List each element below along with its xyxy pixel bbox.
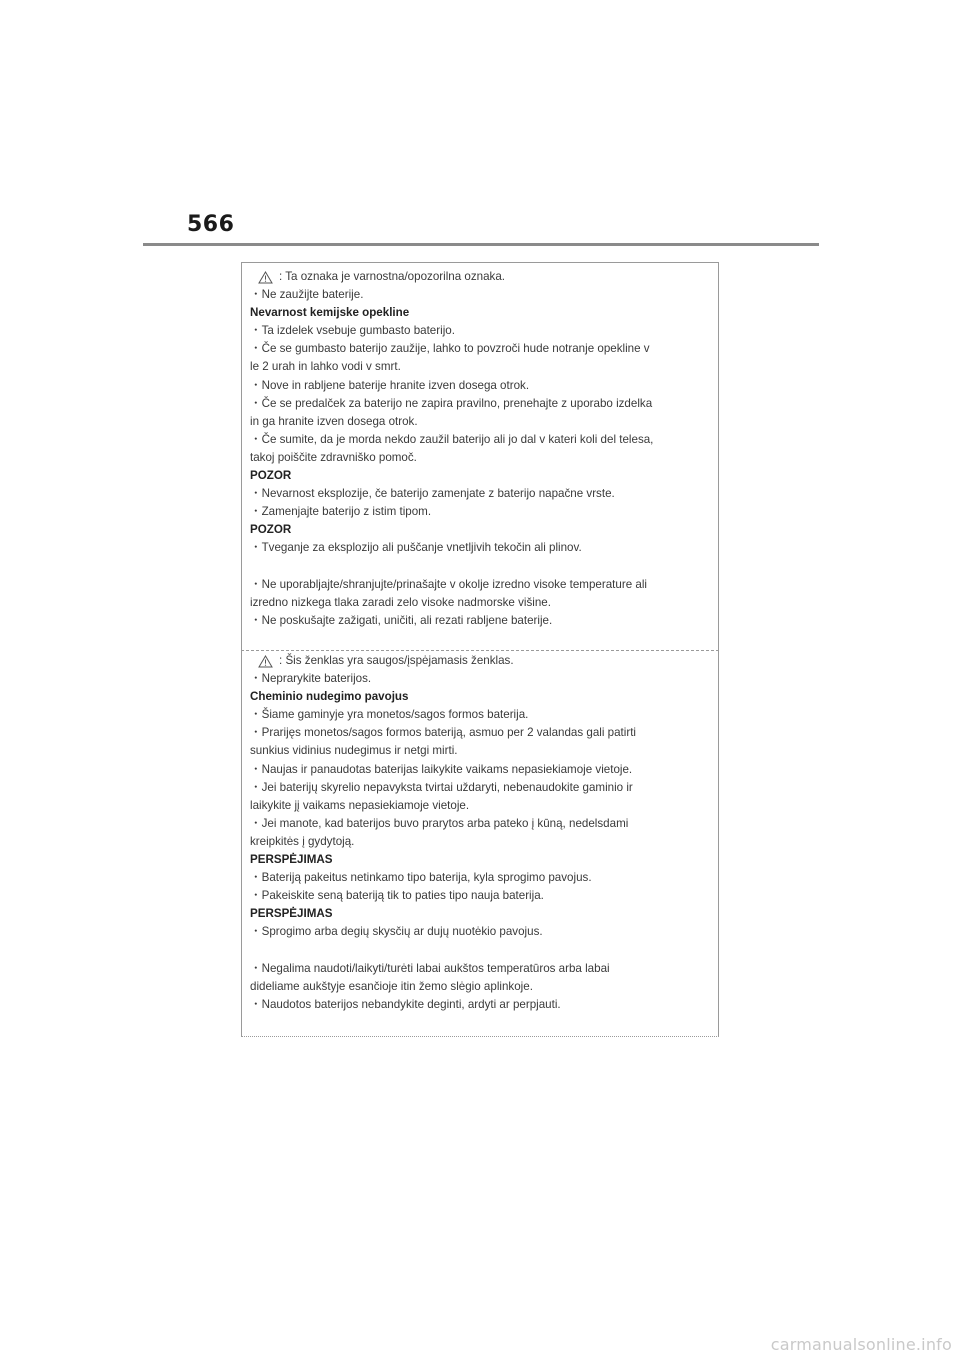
lithuanian-text-line: sunkius vidinius nudegimus ir netgi mirti. (250, 744, 458, 758)
lithuanian-text-line: ・Pakeiskite seną bateriją tik to paties tipo nauja baterija. (250, 889, 544, 903)
slovenian-text-line: ・Če se gumbasto baterijo zaužije, lahko to povzroči hude notranje opekline v (250, 342, 650, 356)
slovenian-text-line: ・Nevarnost eksplozije, če baterijo zamenjate z baterijo napačne vrste. (250, 487, 615, 501)
warning-triangle-icon (258, 655, 273, 668)
slovenian-heading: Nevarnost kemijske opekline (250, 306, 410, 320)
lithuanian-warning-heading: PERSPĖJIMAS (250, 853, 333, 867)
lithuanian-text-line: ・Jei baterijų skyrelio nepavyksta tvirtai uždaryti, nebenaudokite gaminio ir (250, 780, 633, 794)
slovenian-text-line: ・Zamenjajte baterijo z istim tipom. (250, 505, 432, 519)
lithuanian-text-line: kreipkitės į gydytoją. (250, 834, 355, 848)
slovenian-text-line: ・Ne poskušajte zažigati, uničiti, ali rezati rabljene baterije. (250, 613, 553, 627)
slovenian-caution-heading: POZOR (250, 469, 292, 483)
slovenian-caution-heading: POZOR (250, 523, 292, 537)
page-number: 566 (187, 212, 235, 237)
lithuanian-symbol-caption: : Šis ženklas yra saugos/įspėjamasis ženklas. (279, 654, 514, 667)
slovenian-text-line: ・Če sumite, da je morda nekdo zaužil baterijo ali jo dal v kateri koli del telesa, (250, 432, 654, 446)
lithuanian-heading: Cheminio nudegimo pavojus (250, 690, 409, 704)
slovenian-text-line: ・Tveganje za eksplozijo ali puščanje vnetljivih tekočin ali plinov. (250, 541, 582, 555)
lithuanian-symbol-line (250, 652, 712, 670)
slovenian-text-line: ・Če se predalček za baterijo ne zapira pravilno, prenehajte z uporabo izdelka (250, 396, 653, 410)
slovenian-text-line: izredno nizkega tlaka zaradi zelo visoke nadmorske višine. (250, 595, 551, 609)
slovenian-symbol-line (250, 268, 712, 286)
slovenian-text-line: takoj poiščite zdravniško pomoč. (250, 450, 417, 464)
lithuanian-text-line: ・Naudotos baterijos nebandykite deginti, ardyti ar perpjauti. (250, 997, 561, 1011)
lithuanian-text-line: laikykite jį vaikams nepasiekiamoje vietoje. (250, 798, 470, 812)
slovenian-warning-section (250, 268, 712, 630)
lithuanian-warning-section (250, 652, 712, 1014)
lithuanian-text-line: ・Bateriją pakeitus netinkamo tipo baterija, kyla sprogimo pavojus. (250, 871, 592, 885)
blank-line (250, 558, 712, 576)
slovenian-text-line: ・Ta izdelek vsebuje gumbasto baterijo. (250, 324, 455, 338)
slovenian-text-line: ・Ne zaužijte baterije. (250, 288, 364, 302)
lithuanian-text-line: dideliame aukštyje esančioje itin žemo slėgio aplinkoje. (250, 979, 533, 993)
lithuanian-text-line: ・Šiame gaminyje yra monetos/sagos formos baterija. (250, 708, 529, 722)
lithuanian-text-line: ・Neprarykite baterijos. (250, 672, 372, 686)
slovenian-text-line: ・Ne uporabljajte/shranjujte/prinašajte v okolje izredno visoke temperature ali (250, 577, 647, 591)
lithuanian-text-line: ・Negalima naudoti/laikyti/turėti labai aukštos temperatūros arba labai (250, 961, 610, 975)
lithuanian-text-line: ・Naujas ir panaudotas baterijas laikykite vaikams nepasiekiamoje vietoje. (250, 762, 633, 776)
warning-triangle-icon (258, 271, 273, 284)
slovenian-text-line: le 2 urah in lahko vodi v smrt. (250, 360, 401, 374)
lithuanian-text-line: ・Sprogimo arba degių skysčių ar dujų nuotėkio pavojus. (250, 925, 543, 939)
blank-line (250, 942, 712, 960)
slovenian-text-line: in ga hranite izven dosega otrok. (250, 414, 418, 428)
language-divider (241, 650, 719, 651)
site-watermark: carmanualsonline.info (770, 1335, 952, 1354)
slovenian-text-line: ・Nove in rabljene baterije hranite izven dosega otrok. (250, 378, 530, 392)
header-rule (143, 243, 819, 246)
lithuanian-warning-heading: PERSPĖJIMAS (250, 907, 333, 921)
lithuanian-text-line: ・Jei manote, kad baterijos buvo prarytos arba pateko į kūną, nedelsdami (250, 816, 629, 830)
lithuanian-text-line: ・Prarijęs monetos/sagos formos bateriją, asmuo per 2 valandas gali patirti (250, 726, 636, 740)
slovenian-symbol-caption: : Ta oznaka je varnostna/opozorilna oznaka. (279, 270, 506, 283)
